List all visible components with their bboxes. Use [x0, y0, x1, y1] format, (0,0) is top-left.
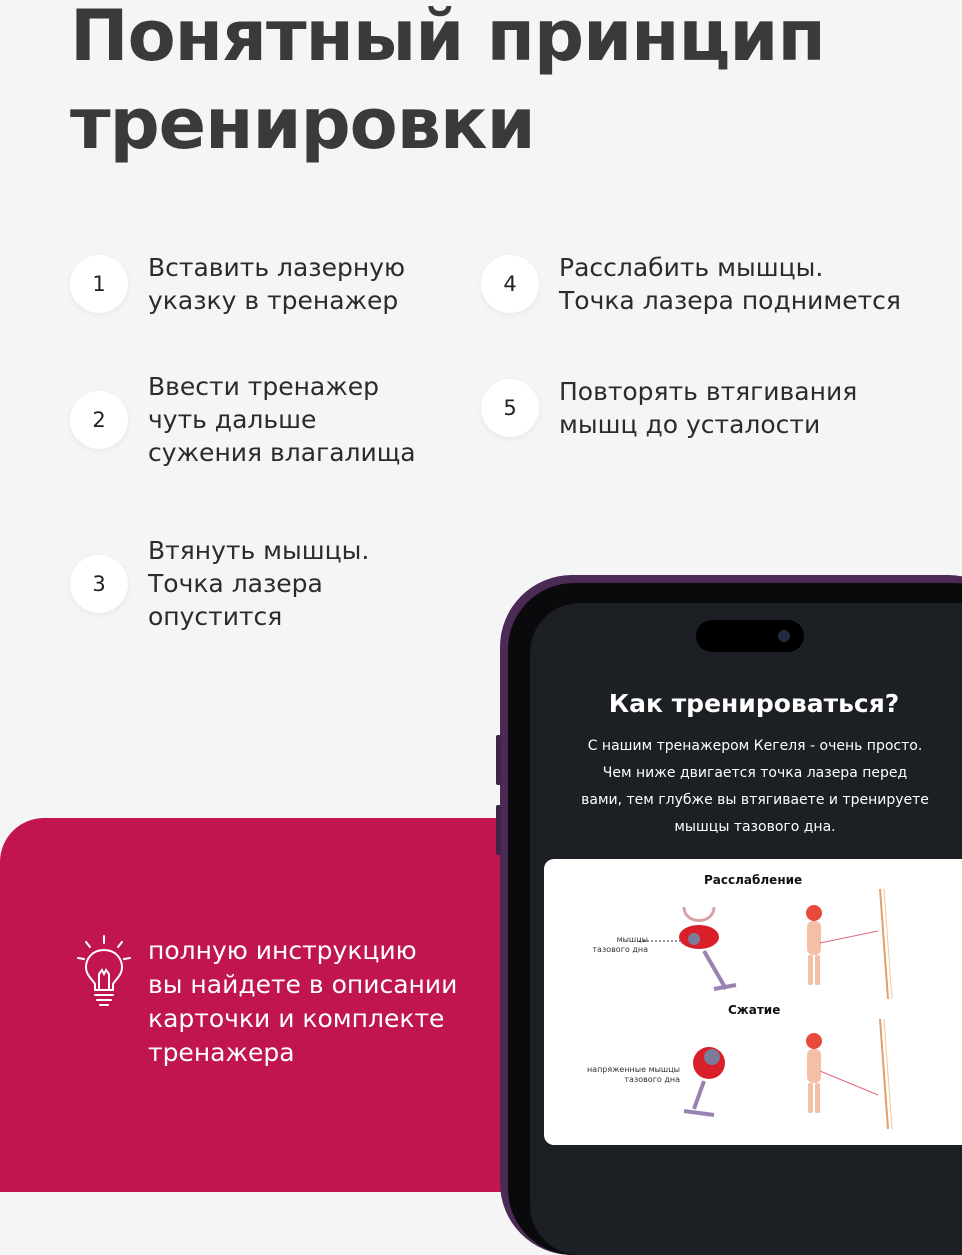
step-number: 5: [481, 379, 539, 437]
diagram-note-relax: мышцы тазового дна: [592, 935, 648, 954]
tip-text: полную инструкцию вы найдете в описании карточки и комплекте тренажера: [148, 936, 458, 1067]
trainer-illustration-squeeze: [684, 1047, 725, 1115]
step-text: Повторять втягивания мышц до усталости: [559, 377, 858, 439]
phone-bezel: [508, 583, 962, 1255]
screen-description: С нашим тренажером Кегеля - очень просто. Чем ниже двигается точка лазера перед вами, тем глубже вы втягиваете и тренируете мышцы тазового дна.: [581, 738, 929, 835]
screen-title: Как тренироваться?: [608, 689, 900, 718]
step-number: 3: [70, 555, 128, 613]
diagram-note-squeeze: напряженные мышцы тазового дна: [586, 1065, 680, 1084]
training-diagram: [544, 859, 962, 1145]
step-text: Втянуть мышцы. Точка лазера опустится: [148, 536, 370, 631]
step-number: 4: [481, 255, 539, 313]
phone-mockup: [500, 575, 962, 1255]
step-text: Вставить лазерную указку в тренажер: [148, 253, 406, 315]
diagram-label-relax: Расслабление: [704, 873, 803, 887]
diagram-card: [544, 859, 962, 1145]
figure-relaxed: [806, 905, 822, 985]
lightbulb-icon: [76, 934, 132, 1010]
phone-side-button: [496, 805, 501, 855]
step-2: [70, 370, 416, 469]
step-1: [70, 251, 405, 317]
dynamic-island: [696, 620, 804, 652]
step-text: Расслабить мышцы. Точка лазера поднимется: [559, 253, 901, 315]
step-3: [70, 534, 369, 633]
camera-icon: [778, 630, 790, 642]
step-number: 2: [70, 391, 128, 449]
trainer-illustration-relaxed: [639, 907, 736, 989]
step-4: [481, 251, 901, 317]
phone-side-button: [496, 735, 501, 785]
page-title: Понятный принцип тренировки: [70, 0, 825, 165]
step-5: [481, 375, 857, 441]
figure-squeeze: [806, 1033, 822, 1113]
step-text: Ввести тренажер чуть дальше сужения влагалища: [148, 372, 416, 467]
step-number: 1: [70, 255, 128, 313]
diagram-label-squeeze: Сжатие: [728, 1003, 781, 1017]
phone-screen: [530, 603, 962, 1255]
